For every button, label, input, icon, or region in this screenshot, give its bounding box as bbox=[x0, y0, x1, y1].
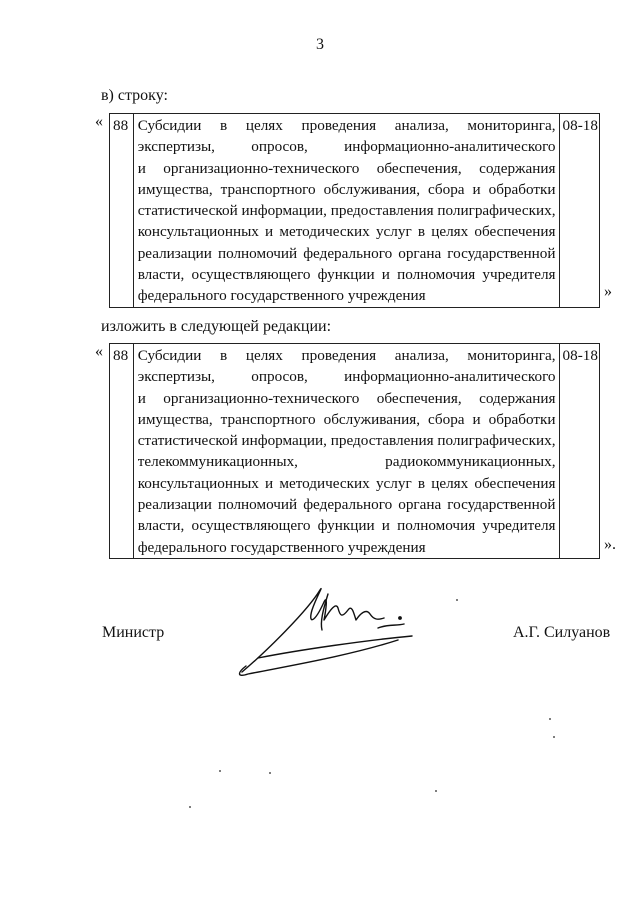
description-line: экспертизы, опросов, информационно-аналитического bbox=[137, 138, 556, 156]
handwritten-signature bbox=[228, 580, 438, 680]
description-line: консультационных и методических услуг в целях обеспечения bbox=[137, 223, 556, 241]
row-code: 88 bbox=[110, 344, 134, 559]
signatory-title: Министр bbox=[102, 624, 165, 641]
row-description bbox=[133, 344, 559, 559]
closing-quote: ». bbox=[604, 536, 616, 553]
page-number: 3 bbox=[316, 36, 324, 53]
scan-speck bbox=[269, 772, 271, 774]
scan-speck bbox=[549, 718, 551, 720]
description-line: и организационно-технического обеспечения, содержания bbox=[137, 159, 556, 177]
closing-quote: » bbox=[604, 283, 612, 300]
description-line: имущества, транспортного обслуживания, сбора и обработки bbox=[137, 410, 556, 428]
description-line: имущества, транспортного обслуживания, сбора и обработки bbox=[137, 180, 556, 198]
intro-text-edit: изложить в следующей редакции: bbox=[101, 318, 332, 335]
description-line: статистической информации, предоставления полиграфических, bbox=[137, 432, 556, 450]
description-line: реализации полномочий федерального органа государственной bbox=[137, 496, 556, 514]
intro-text-row: в) строку: bbox=[101, 87, 168, 104]
scan-speck bbox=[456, 599, 458, 601]
description-line: экспертизы, опросов, информационно-аналитического bbox=[137, 368, 556, 386]
scan-speck bbox=[553, 736, 555, 738]
opening-quote: « bbox=[95, 343, 103, 360]
description-line: Субсидии в целях проведения анализа, мониторинга, bbox=[137, 347, 556, 364]
row-classifier: 08-18 bbox=[559, 114, 599, 308]
new-row-table bbox=[109, 343, 600, 559]
signatory-name: А.Г. Силуанов bbox=[513, 624, 611, 641]
description-line: реализации полномочий федерального органа государственной bbox=[137, 244, 556, 262]
description-line: федерального государственного учреждения bbox=[137, 287, 426, 305]
row-classifier: 08-18 bbox=[559, 344, 599, 559]
description-line: консультационных и методических услуг в целях обеспечения bbox=[137, 474, 556, 492]
description-line: власти, осуществляющего функции и полномочия учредителя bbox=[137, 266, 556, 284]
scan-speck bbox=[189, 806, 191, 808]
description-line: Субсидии в целях проведения анализа, мониторинга, bbox=[137, 117, 556, 134]
scan-speck bbox=[435, 790, 437, 792]
description-line: статистической информации, предоставления полиграфических, bbox=[137, 202, 556, 220]
opening-quote: « bbox=[95, 113, 103, 130]
description-line: и организационно-технического обеспечения, содержания bbox=[137, 389, 556, 407]
description-line: федерального государственного учреждения bbox=[137, 538, 426, 556]
old-row-table bbox=[109, 113, 600, 308]
row-code: 88 bbox=[110, 114, 134, 308]
row-description bbox=[133, 114, 559, 308]
table-row bbox=[110, 114, 600, 308]
scan-speck bbox=[219, 770, 221, 772]
description-line: власти, осуществляющего функции и полномочия учредителя bbox=[137, 517, 556, 535]
description-line: телекоммуникационных, радиокоммуникационных, bbox=[137, 453, 556, 471]
table-row bbox=[110, 344, 600, 559]
